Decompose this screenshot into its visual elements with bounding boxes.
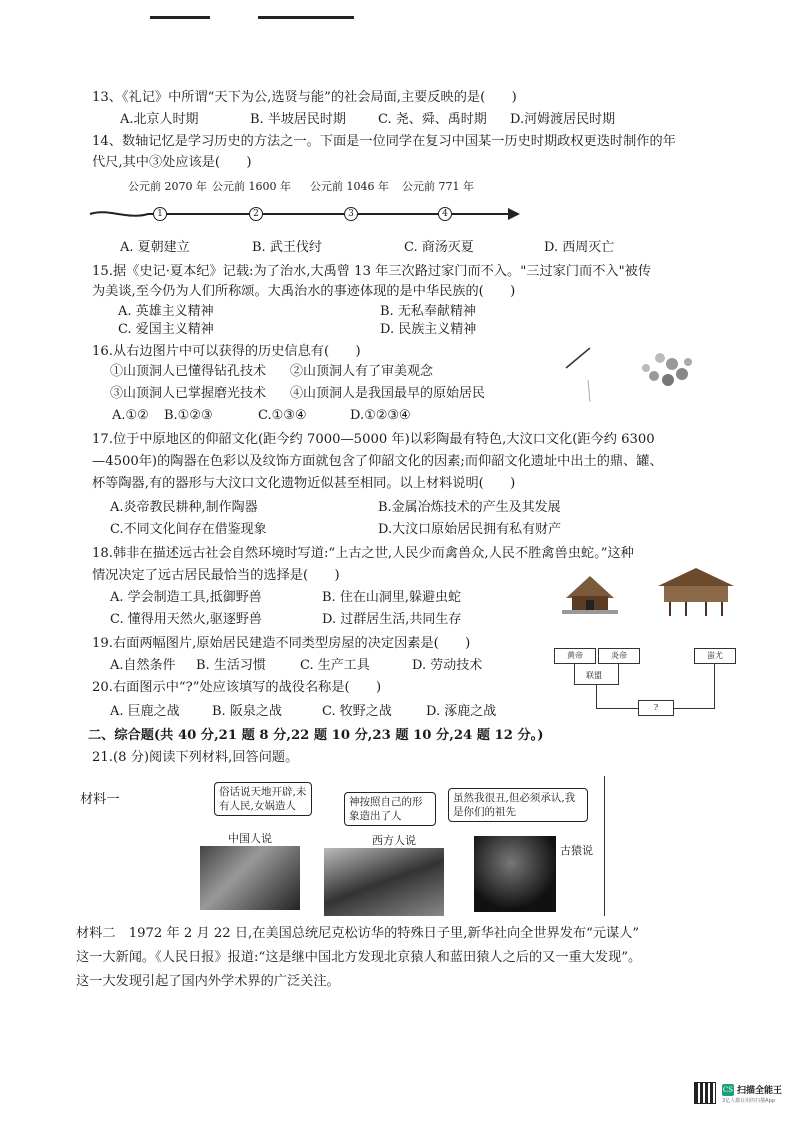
material1-label: 材料一 [80, 792, 120, 807]
q15-option-c: C. 爱国主义精神 [118, 322, 214, 337]
q14-stem-line1: 14、数轴记忆是学习历史的方法之一。下面是一位同学在复习中国某一历史时期政权更迭时制作的年 [92, 134, 676, 149]
material2-line1: 材料二 1972 年 2 月 22 日,在美国总统尼克松访华的特殊日子里,新华社向全世界发布“元谋人” [76, 926, 640, 941]
timeline-label-4: 公元前 771 年 [402, 180, 474, 193]
timeline-mark-3: 3 [344, 207, 358, 221]
q17-stem-line1: 17.位于中原地区的仰韶文化(距今约 7000—5000 年)以彩陶最有特色,大汶口文化(距今约 6300 [92, 432, 655, 447]
diagram-line-union-down [596, 684, 597, 708]
timeline-mark-4: 4 [438, 207, 452, 221]
diagram-line-chiyou-down [714, 664, 715, 709]
watermark-title: 扫描全能王 [737, 1086, 783, 1096]
timeline-label-3: 公元前 1046 年 [310, 180, 389, 193]
q18-option-d: D. 过群居生活,共同生存 [322, 612, 462, 627]
diagram-line-right [674, 708, 714, 709]
q15-option-d: D. 民族主义精神 [380, 322, 477, 337]
q16-option-a: A.①② [112, 408, 149, 423]
q20-option-d: D. 涿鹿之战 [426, 704, 497, 719]
diagram-line-huangdi [574, 664, 575, 684]
q21-stem: 21.(8 分)阅读下列材料,回答问题。 [92, 750, 299, 765]
q17-option-a: A.炎帝教民耕种,制作陶器 [110, 500, 258, 515]
q13-option-a: A.北京人时期 [120, 112, 199, 127]
q19-option-c: C. 生产工具 [300, 658, 370, 673]
bone-needle-beads-image [560, 340, 700, 410]
top-stroke-left [150, 16, 210, 19]
q16-option-c: C.①③④ [258, 408, 307, 423]
material2-line2: 这一大新闻。《人民日报》报道:“这是继中国北方发现北京猿人和蓝田猿人之后的又一重大发现”。 [76, 950, 642, 965]
material1-bubble-western: 神按照自己的形象造出了人 [344, 792, 436, 826]
q17-option-d: D.大汶口原始居民拥有私有财产 [378, 522, 562, 537]
material1-caption-western: 西方人说 [372, 834, 416, 847]
q13-option-c: C. 尧、舜、禹时期 [378, 112, 487, 127]
q14-option-a: A. 夏朝建立 [120, 240, 190, 255]
timeline-label-1: 公元前 2070 年 [128, 180, 207, 193]
q14-stem-line2: 代尺,其中③处应该是( ) [92, 155, 252, 170]
q20-option-a: A. 巨鹿之战 [110, 704, 180, 719]
material1-right-rule [604, 776, 605, 916]
material1-bubble-chinese: 俗话说天地开辟,未有人民,女娲造人 [214, 782, 312, 816]
material2-line3: 这一大发现引起了国内外学术界的广泛关注。 [76, 974, 340, 989]
timeline-label-2: 公元前 1600 年 [212, 180, 291, 193]
timeline-mark-2: 2 [249, 207, 263, 221]
diagram-box-huangdi: 黄帝 [554, 648, 596, 664]
material1-caption-ape: 古猿说 [560, 844, 593, 857]
watermark-subtitle: 3亿人都在用的扫描App [722, 1098, 775, 1104]
q16-stem: 16.从右边图片中可以获得的历史信息有( ) [92, 344, 361, 359]
diagram-box-unknown: ? [638, 700, 674, 716]
ancient-ape-photo [474, 836, 556, 912]
chinese-legend-photo [200, 846, 300, 910]
q20-option-c: C. 牧野之战 [322, 704, 392, 719]
q18-option-c: C. 懂得用天然火,驱逐野兽 [110, 612, 262, 627]
q18-stem-line1: 18.韩非在描述远古社会自然环境时写道:“上古之世,人民少而禽兽众,人民不胜禽兽虫蛇。”这种 [92, 546, 634, 561]
q16-item-4: ④山顶洞人是我国最早的原始居民 [290, 386, 486, 401]
material1-bubble-ape: 虽然我很丑,但必须承认,我是你们的祖先 [448, 788, 588, 822]
camscanner-logo-icon: CS [722, 1086, 734, 1094]
diagram-box-chiyou: 蚩尤 [694, 648, 736, 664]
q15-option-a: A. 英雄主义精神 [118, 304, 214, 319]
q17-stem-line3: 杯等陶器,有的器形与大汶口文化遗物近似甚至相同。以上材料说明( ) [92, 476, 516, 491]
q17-option-c: C.不同文化间存在借鉴现象 [110, 522, 267, 537]
q16-option-b: B.①②③ [164, 408, 213, 423]
top-stroke-right [258, 16, 354, 19]
q17-stem-line2: —4500年)的陶器在色彩以及纹饰方面就包含了仰韶文化的因素;而仰韶文化遗址中出土的鼎、罐、 [92, 454, 663, 469]
diagram-line-left [596, 708, 638, 709]
q19-stem: 19.右面两幅图片,原始居民建造不同类型房屋的决定因素是( ) [92, 636, 471, 651]
q17-option-b: B.金属冶炼技术的产生及其发展 [378, 500, 561, 515]
q14-option-c: C. 商汤灭夏 [404, 240, 474, 255]
q13-option-d: D.河姆渡居民时期 [510, 112, 616, 127]
round-hut-image [562, 572, 618, 616]
q16-item-3: ③山顶洞人已掌握磨光技术 [110, 386, 267, 401]
q18-option-b: B. 住在山洞里,躲避虫蛇 [322, 590, 461, 605]
q15-stem-line1: 15.据《史记·夏本纪》记载:为了治水,大禹曾 13 年三次路过家门而不入。"三过家门而不入"被传 [92, 264, 652, 279]
q19-option-b: B. 生活习惯 [196, 658, 266, 673]
q16-item-2: ②山顶洞人有了审美观念 [290, 364, 434, 379]
q20-stem: 20.右面图示中“?”处应该填写的战役名称是( ) [92, 680, 382, 695]
diagram-box-yandi: 炎帝 [598, 648, 640, 664]
q14-option-d: D. 西周灭亡 [544, 240, 615, 255]
q13-stem: 13、《礼记》中所谓“天下为公,选贤与能”的社会局面,主要反映的是( ) [92, 90, 517, 105]
q20-option-b: B. 阪泉之战 [212, 704, 282, 719]
stilt-house-image [652, 566, 740, 618]
q18-stem-line2: 情况决定了远古居民最恰当的选择是( ) [92, 568, 340, 583]
q19-option-d: D. 劳动技术 [412, 658, 483, 673]
qr-code-icon [694, 1082, 716, 1104]
diagram-union-label: 联盟 [586, 671, 602, 680]
section2-heading: 二、综合题(共 40 分,21 题 8 分,22 题 10 分,23 题 10 分,24 题 12 分。) [88, 728, 544, 743]
q15-stem-line2: 为美谈,至今仍为人们所称颂。大禹治水的事迹体现的是中华民族的( ) [92, 284, 516, 299]
timeline-mark-1: 1 [153, 207, 167, 221]
q16-item-1: ①山顶洞人已懂得钻孔技术 [110, 364, 267, 379]
material1-caption-chinese: 中国人说 [228, 832, 272, 845]
q14-option-b: B. 武王伐纣 [252, 240, 322, 255]
q13-option-b: B. 半坡居民时期 [250, 112, 346, 127]
q19-option-a: A.自然条件 [110, 658, 176, 673]
diagram-line-yandi [618, 664, 619, 684]
q15-option-b: B. 无私奉献精神 [380, 304, 476, 319]
q18-option-a: A. 学会制造工具,抵御野兽 [110, 590, 262, 605]
western-legend-photo [324, 848, 444, 916]
q16-option-d: D.①②③④ [350, 408, 411, 423]
